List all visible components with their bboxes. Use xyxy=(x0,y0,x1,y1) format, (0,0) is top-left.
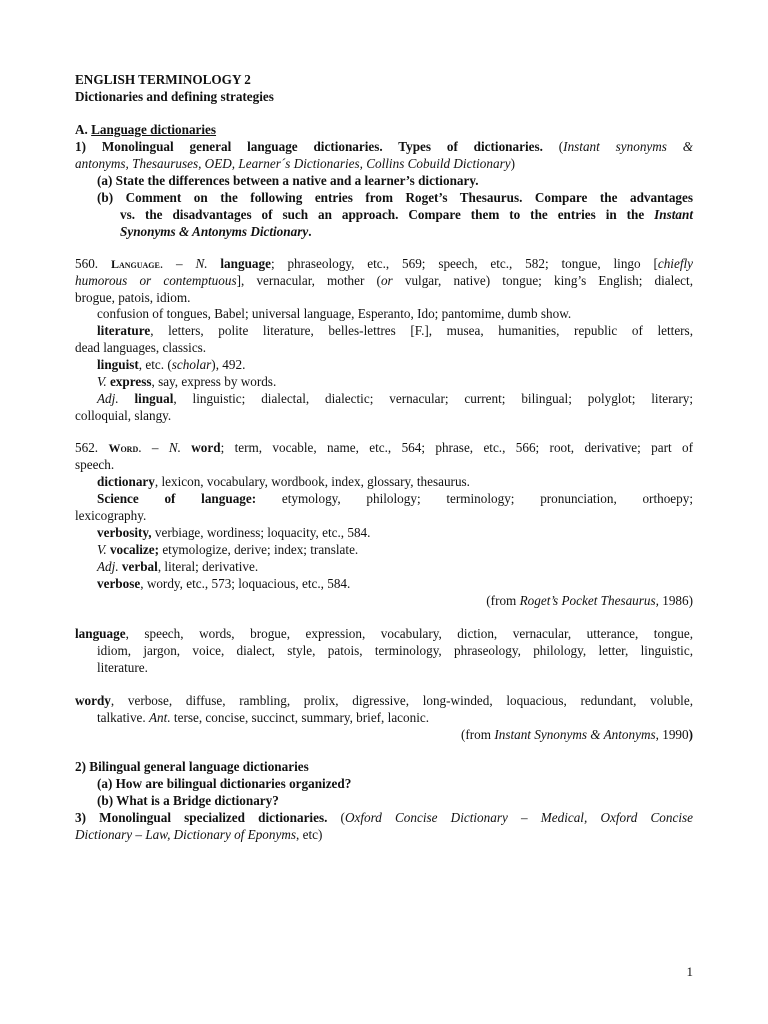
entry-560-line-2: humorous or contemptuous], vernacular, mother (or vulgar, native) tongue; king’s English; dialect, xyxy=(75,273,693,288)
entry-560-line-9: Adj. lingual, linguistic; dialectal, dialectic; vernacular; current; bilingual; polyglot; literary; xyxy=(97,391,693,406)
entry-wordy-line-2: talkative. Ant. terse, concise, succinct, summary, brief, laconic. xyxy=(97,710,430,725)
item-2b: (b) What is a Bridge dictionary? xyxy=(97,793,279,808)
entry-562-line-1: 562. Word. – N. word; term, vocable, name, etc., 564; phrase, etc., 566; root, derivative; part of xyxy=(75,440,694,455)
source-roget: (from Roget’s Pocket Thesaurus, 1986) xyxy=(486,593,693,608)
item-1b-line-3: Synonyms & Antonyms Dictionary. xyxy=(120,224,312,239)
entry-language-line-2: idiom, jargon, voice, dialect, style, patois, terminology, phraseology, philology, letter, linguistic, xyxy=(97,643,693,658)
entry-560-line-1: 560. Language. – N. language; phraseology, etc., 569; speech, etc., 582; tongue, lingo [chiefly xyxy=(75,256,694,271)
entry-560-line-5: literature, letters, polite literature, belles-lettres [F.], musea, humanities, republic of letters, xyxy=(97,323,693,338)
section-a-heading: A. Language dictionaries xyxy=(75,122,217,137)
item-2a: (a) How are bilingual dictionaries organized? xyxy=(97,776,352,791)
item-3-line-2: Dictionary – Law, Dictionary of Eponyms, etc) xyxy=(75,827,323,842)
entry-560-line-7: linguist, etc. (scholar), 492. xyxy=(97,357,246,372)
entry-wordy-line-1: wordy, verbose, diffuse, rambling, prolix, digressive, long-winded, loquacious, redundant, voluble, xyxy=(75,693,693,708)
document-title: ENGLISH TERMINOLOGY 2 xyxy=(75,72,251,87)
entry-562-line-3: dictionary, lexicon, vocabulary, wordbook, index, glossary, thesaurus. xyxy=(97,474,470,489)
entry-language-line-3: literature. xyxy=(97,660,148,675)
entry-560-line-10: colloquial, slangy. xyxy=(75,408,172,423)
source-instant: (from Instant Synonyms & Antonyms, 1990) xyxy=(461,727,693,742)
item-3-line-1: 3) Monolingual specialized dictionaries. (Oxford Concise Dictionary – Medical, Oxford Concise xyxy=(75,810,693,825)
item-1a: (a) State the differences between a native and a learner’s dictionary. xyxy=(97,173,479,188)
entry-562-line-8: Adj. verbal, literal; derivative. xyxy=(97,559,259,574)
item-2: 2) Bilingual general language dictionaries xyxy=(75,759,309,774)
item-1-line-1: 1) Monolingual general language dictionaries. Types of dictionaries. (Instant synonyms & xyxy=(75,139,694,154)
item-1-line-2: antonyms, Thesauruses, OED, Learner´s Dictionaries, Collins Cobuild Dictionary) xyxy=(75,156,515,171)
entry-560-line-8: V. express, say, express by words. xyxy=(97,374,277,389)
entry-562-line-2: speech. xyxy=(75,457,115,472)
item-1b-line-1: (b) Comment on the following entries from Roget’s Thesaurus. Compare the advantages xyxy=(97,190,693,205)
entry-560-line-3: brogue, patois, idiom. xyxy=(75,290,191,305)
item-1b-line-2: vs. the disadvantages of such an approach. Compare them to the entries in the Instant xyxy=(120,207,693,222)
entry-560-line-6: dead languages, classics. xyxy=(75,340,207,355)
page-number: 1 xyxy=(686,964,693,979)
entry-562-line-9: verbose, wordy, etc., 573; loquacious, etc., 584. xyxy=(97,576,351,591)
entry-language-line-1: language, speech, words, brogue, expression, vocabulary, diction, vernacular, utterance, tongue, xyxy=(75,626,693,641)
entry-560-line-4: confusion of tongues, Babel; universal language, Esperanto, Ido; pantomime, dumb show. xyxy=(97,306,572,321)
entry-562-line-4: Science of language: etymology, philology; terminology; pronunciation, orthoepy; xyxy=(97,491,693,506)
entry-562-line-5: lexicography. xyxy=(75,508,147,523)
document-subtitle: Dictionaries and defining strategies xyxy=(75,89,274,104)
entry-562-line-7: V. vocalize; etymologize, derive; index; translate. xyxy=(97,542,359,557)
entry-562-line-6: verbosity, verbiage, wordiness; loquacity, etc., 584. xyxy=(97,525,371,540)
